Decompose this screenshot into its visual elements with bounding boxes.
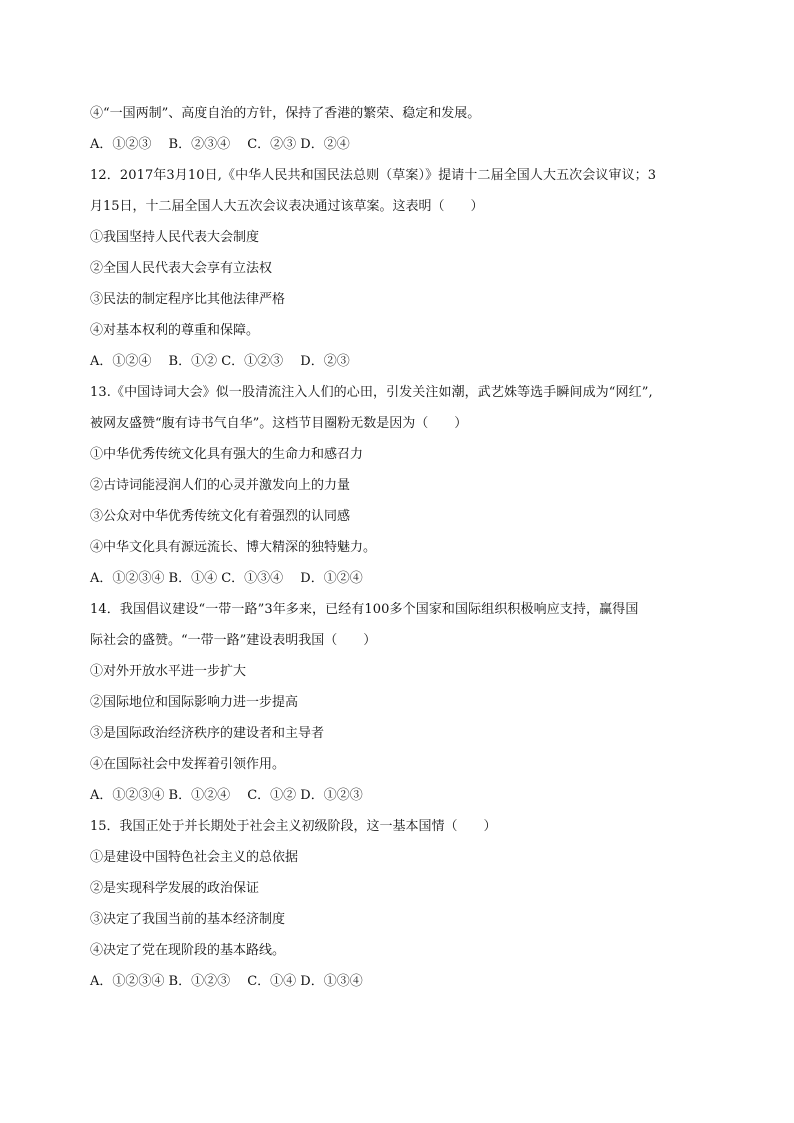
question-stem	[90, 160, 710, 222]
option-line: ②是实现科学发展的政治保证	[90, 881, 260, 896]
option-line: ③是国际政治经济秩序的建设者和主导者	[90, 726, 325, 741]
answer-choices: A．①②③ B．②③④ C．②③ D．②④	[90, 137, 350, 152]
stem-line: 12．2017年3月10日,《中华人民共和国民法总则（草案）》提请十二届全国人大五次会议审议；3	[90, 168, 657, 183]
question-13	[90, 377, 710, 594]
answer-choices: A．①②③④ B．①②③ C．①④ D．①③④	[90, 974, 363, 989]
stem-line: 月15日，十二届全国人大五次会议表决通过该草案。这表明（ ）	[90, 199, 484, 214]
question-stem	[90, 811, 710, 842]
option-line: ④“一国两制”、高度自治的方针，保持了香港的繁荣、稳定和发展。	[90, 106, 481, 121]
stem-line: 13.《中国诗词大会》似一股清流注入人们的心田，引发关注如潮，武艺姝等选手瞬间成为“网红”,	[90, 385, 653, 400]
answer-choices: A．①②③④ B．①②④ C．①② D．①②③	[90, 788, 363, 803]
answer-choices: A．①②④ B．①② C．①②③ D．②③	[90, 354, 350, 369]
option-line: ②国际地位和国际影响力进一步提高	[90, 695, 299, 710]
option-line: ③公众对中华优秀传统文化有着强烈的认同感	[90, 509, 351, 524]
option-line: ③决定了我国当前的基本经济制度	[90, 912, 286, 927]
stem-line: 被网友盛赞“腹有诗书气自华”。这档节目圈粉无数是因为（ ）	[90, 416, 468, 431]
option-line: ③民法的制定程序比其他法律严格	[90, 292, 286, 307]
option-line: ②古诗词能浸润人们的心灵并激发向上的力量	[90, 478, 351, 493]
answer-choices: A．①②③④ B．①④ C．①③④ D．①②④	[90, 571, 363, 586]
option-line: ④对基本权利的尊重和保障。	[90, 323, 260, 338]
question-stem	[90, 377, 710, 439]
stem-line: 际社会的盛赞。“一带一路”建设表明我国（ ）	[90, 633, 377, 648]
document-content	[90, 98, 710, 997]
stem-line: 14．我国倡议建设“一带一路”3年多来，已经有100多个国家和国际组织积极响应支持，赢得国	[90, 602, 639, 617]
question-stem	[90, 594, 710, 656]
option-line: ④中华文化具有源远流长、博大精深的独特魅力。	[90, 540, 377, 555]
option-line: ④决定了党在现阶段的基本路线。	[90, 943, 286, 958]
option-line: ①我国坚持人民代表大会制度	[90, 230, 260, 245]
option-line: ①中华优秀传统文化具有强大的生命力和感召力	[90, 447, 364, 462]
question-11-tail	[90, 98, 710, 160]
question-14	[90, 594, 710, 811]
question-15	[90, 811, 710, 997]
option-line: ①对外开放水平进一步扩大	[90, 664, 247, 679]
option-line: ②全国人民代表大会享有立法权	[90, 261, 273, 276]
option-line: ④在国际社会中发挥着引领作用。	[90, 757, 286, 772]
stem-line: 15．我国正处于并长期处于社会主义初级阶段，这一基本国情（ ）	[90, 819, 497, 834]
question-12	[90, 160, 710, 377]
option-line: ①是建设中国特色社会主义的总依据	[90, 850, 299, 865]
